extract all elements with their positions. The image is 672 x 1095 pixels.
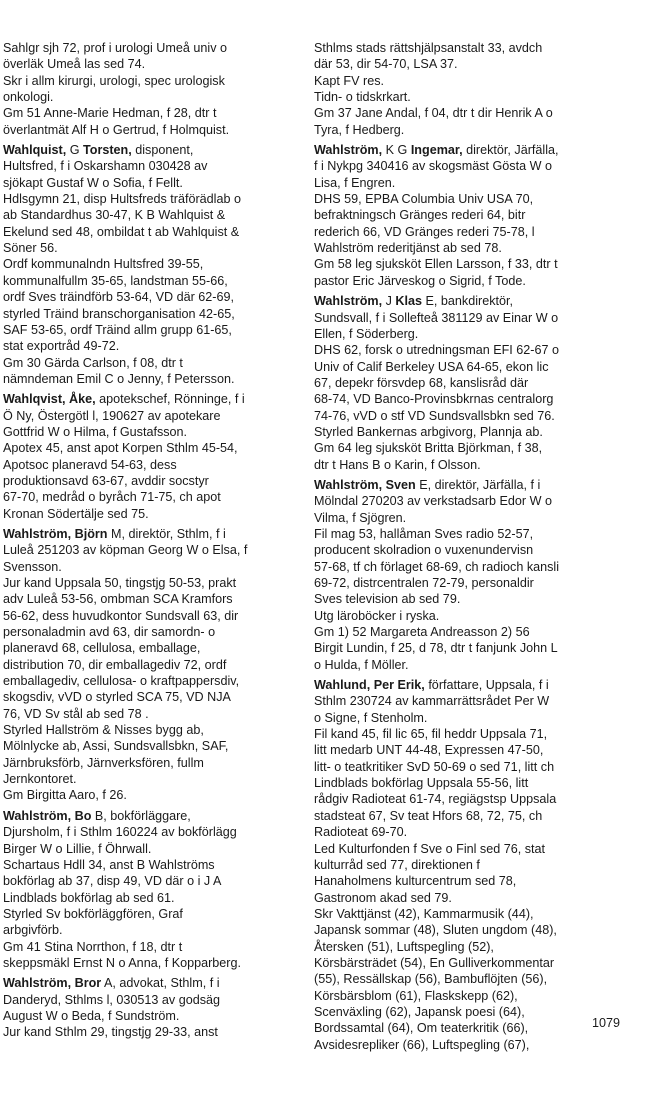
entry-line: befraktningsch Gränges rederi 64, bitr bbox=[314, 208, 526, 223]
entry-line: onkologi. bbox=[3, 90, 54, 105]
entry-line: rådgiv Radioteat 61-74, regiägstsp Uppsala bbox=[314, 792, 557, 807]
entry-line: Ö Ny, Östergötl l, 190627 av apotekare bbox=[3, 408, 221, 423]
entry-line: Lindblads bokförlag Uppsala 55-56, litt bbox=[314, 776, 529, 791]
entry-line: Avsidesrepliker (66), Luftspegling (67), bbox=[314, 1037, 530, 1052]
entry-line: Sthlm 230724 av kammarrättsrådet Per W bbox=[314, 694, 550, 709]
entry-name: Wahlström, bbox=[314, 143, 383, 158]
entry-line: DHS 62, forsk o utredningsman EFI 62-67 o bbox=[314, 343, 560, 358]
entry-given-names: J bbox=[385, 294, 392, 309]
entry-line: bokförlag ab 37, disp 49, VD där o i J A bbox=[3, 874, 222, 889]
entry-line: Sahlgr sjh 72, prof i urologi Umeå univ o bbox=[3, 41, 228, 55]
entry-line: skeppsmäkl Ernst N o Anna, f Kopparberg. bbox=[3, 955, 242, 970]
entry-line: Kapt FV res. bbox=[314, 73, 384, 88]
entry-line bbox=[314, 142, 632, 158]
entry-name: Wahlström, Björn bbox=[3, 526, 108, 541]
entry-called-name: Torsten, bbox=[83, 143, 132, 158]
entry-line: Jur kand Uppsala 50, tingstjg 50-53, prakt bbox=[3, 576, 237, 590]
entry-line: Gm Birgitta Aaro, f 26. bbox=[3, 788, 127, 803]
entry-line: o Hulda, f Möller. bbox=[314, 657, 409, 672]
entry-line: Gm 51 Anne-Marie Hedman, f 28, dtr t bbox=[3, 106, 217, 121]
entry-line: Svensson. bbox=[3, 559, 62, 574]
entry-line: skogsdiv, vVD o styrled SCA 75, VD NJA bbox=[3, 690, 231, 705]
entry-line: Luleå 251203 av köpman Georg W o Elsa, f bbox=[3, 543, 248, 558]
entry-line: Tyra, f Hedberg. bbox=[314, 122, 405, 137]
entry-line-text: E, bankdirektör, bbox=[425, 294, 514, 309]
entry-line-text: apotekschef, Rönninge, f i bbox=[99, 392, 245, 407]
entry-line: Lindblads bokförlag ab sed 61. bbox=[3, 890, 175, 905]
entry-line: Körsbärsblom (61), Flaskskepp (62), bbox=[314, 988, 518, 1003]
entry bbox=[3, 142, 308, 387]
entry-line: Gm 58 leg sjuksköt Ellen Larsson, f 33, dtr t bbox=[314, 257, 558, 272]
entry-line: Söner 56. bbox=[3, 241, 58, 256]
entry-line: producent skolradion o vuxenundervisn bbox=[314, 543, 534, 558]
entry-line bbox=[3, 808, 308, 824]
entry-line: 56-62, dess huvudkontor Sundsvall 63, dir bbox=[3, 608, 239, 623]
entry-line: Gottfrid W o Hilma, f Gustafsson. bbox=[3, 424, 188, 439]
entry-line: Styrled Hallström & Nisses bygg ab, bbox=[3, 723, 204, 738]
entry-line: 57-68, tf ch förlaget 68-69, ch radioch kansli bbox=[314, 559, 560, 574]
entry bbox=[314, 40, 632, 138]
entry bbox=[314, 142, 632, 289]
entry-line: Birgit Lundin, f 25, d 78, dtr t fanjunk John L bbox=[314, 641, 558, 656]
entry-line-text: A, advokat, Sthlm, f i bbox=[104, 976, 220, 991]
entry-line: f i Nykpg 340416 av skogsmäst Gösta W o bbox=[314, 159, 552, 174]
entry-line: Lisa, f Engren. bbox=[314, 175, 396, 190]
entry-line: Skr Vakttjänst (42), Kammarmusik (44), bbox=[314, 906, 534, 921]
entry-line: Sthlms stads rättshjälpsanstalt 33, avdch bbox=[314, 41, 543, 55]
entry-line: Univ of Calif Berkeley USA 64-65, ekon lic bbox=[314, 359, 549, 374]
entry-line: överläk Umeå las sed 74. bbox=[3, 57, 146, 72]
entry-line bbox=[314, 477, 632, 493]
entry-line: Schartaus Hdll 34, anst B Wahlströms bbox=[3, 857, 215, 872]
entry-line: överlantmät Alf H o Gertrud, f Holmquist. bbox=[3, 122, 230, 137]
entry-line: arbgivförb. bbox=[3, 923, 63, 938]
entry-line: ab Standardhus 30-47, K B Wahlquist & bbox=[3, 208, 226, 223]
entry-line: Gm 30 Gärda Carlson, f 08, dtr t bbox=[3, 355, 183, 370]
entry-line: Utg läroböcker i ryska. bbox=[314, 608, 440, 623]
entry-line: 69-72, distrcentralen 72-79, personaldir bbox=[314, 576, 534, 590]
entry-line: Gm 64 leg sjuksköt Britta Björkman, f 38, bbox=[314, 441, 543, 456]
right-column bbox=[314, 40, 632, 1053]
entry-called-name: Ingemar, bbox=[410, 143, 463, 158]
entry-line: Fil kand 45, fil lic 65, fil heddr Uppsala 71, bbox=[314, 727, 548, 742]
entry-line: Scenväxling (62), Japansk poesi (64), bbox=[314, 1004, 525, 1019]
entry-line: Gm 1) 52 Margareta Andreasson 2) 56 bbox=[314, 625, 530, 640]
entry bbox=[3, 975, 308, 1040]
page-number: 1079 bbox=[592, 1016, 621, 1030]
entry bbox=[3, 391, 308, 522]
entry-line: dtr t Hans B o Karin, f Olsson. bbox=[314, 457, 481, 472]
entry-line: Gm 41 Stina Norrthon, f 18, dtr t bbox=[3, 939, 183, 954]
entry-line: SAF 53-65, ordf Träind allm grupp 61-65, bbox=[3, 322, 232, 337]
entry-name: Wahlström, bbox=[314, 294, 383, 309]
entry-line bbox=[314, 677, 632, 693]
entry-line bbox=[3, 526, 308, 542]
entry-name: Wahlström, Bo bbox=[3, 808, 92, 823]
entry-line: stadsteat 67, Sv teat Hfors 68, 72, 75, ch bbox=[314, 808, 543, 823]
entry-line: Sves television ab sed 79. bbox=[314, 592, 461, 607]
entry bbox=[314, 477, 632, 673]
entry bbox=[3, 808, 308, 971]
entry-line: stat exportråd 49-72. bbox=[3, 339, 120, 354]
entry-line: Gastronom akad sed 79. bbox=[314, 890, 452, 905]
entry-line: pastor Eric Järveskog o Sigrid, f Tode. bbox=[314, 273, 526, 288]
entry-line: Hdlsgymn 21, disp Hultsfreds träförädlab o bbox=[3, 192, 241, 207]
entry-line: 74-76, vVD o stf VD Sundsvallsbkn sed 76. bbox=[314, 408, 555, 423]
entry-line: Mölnlycke ab, Assi, Sundsvallsbkn, SAF, bbox=[3, 739, 229, 754]
entry-line: Wahlström rederitjänst ab sed 78. bbox=[314, 241, 502, 256]
entry-line: nämndeman Emil C o Jenny, f Petersson. bbox=[3, 371, 235, 386]
entry-line: Hanaholmens kulturcentrum sed 78, bbox=[314, 874, 517, 889]
entry-line: Apotex 45, anst apot Korpen Sthlm 45-54, bbox=[3, 441, 238, 456]
entry-name: Wahlquist, bbox=[3, 143, 67, 158]
entry-line: Körsbärsträdet (54), En Gulliverkommentar bbox=[314, 955, 555, 970]
entry-line: sjökapt Gustaf W o Sofia, f Fellt. bbox=[3, 175, 183, 190]
entry bbox=[314, 293, 632, 473]
entry-line bbox=[3, 142, 308, 158]
entry-name: Wahlström, Sven bbox=[314, 477, 416, 492]
entry-called-name: Klas bbox=[395, 294, 423, 309]
entry-line: Japansk sommar (48), Sluten ungdom (48), bbox=[314, 923, 557, 938]
entry-line: kommunalfullm 35-65, landstman 55-66, bbox=[3, 273, 228, 288]
entry-line: August W o Beda, f Sundström. bbox=[3, 1008, 180, 1023]
entry-line: Apotsoc planeravd 54-63, dess bbox=[3, 457, 177, 472]
entry-line: Återsken (51), Luftspegling (52), bbox=[314, 939, 494, 954]
entry-given-names: G bbox=[69, 143, 80, 158]
entry-line-text: direktör, Järfälla, bbox=[466, 143, 559, 158]
entry bbox=[3, 526, 308, 804]
entry-line: 67-70, medråd o byråch 71-75, ch apot bbox=[3, 490, 221, 505]
entry-line: Gm 37 Jane Andal, f 04, dtr t dir Henrik A o bbox=[314, 106, 553, 121]
entry-line: litt medarb UNT 44-48, Expressen 47-50, bbox=[314, 743, 544, 758]
entry-line: Tidn- o tidskrkart. bbox=[314, 90, 411, 105]
entry-given-names: K G bbox=[385, 143, 408, 158]
entry-line: Järnbruksförb, Järnverksfören, fullm bbox=[3, 755, 204, 770]
entry-line: Jernkontoret. bbox=[3, 772, 77, 787]
entry-line: 76, VD Sv stål ab sed 78 . bbox=[3, 706, 149, 721]
entry-line: planeravd 68, cellulosa, emballage, bbox=[3, 641, 201, 656]
entry bbox=[314, 677, 632, 1053]
entry-line bbox=[3, 975, 308, 991]
entry-line bbox=[314, 293, 632, 309]
entry-line: där 53, dir 54-70, LSA 37. bbox=[314, 57, 458, 72]
entry-line: kulturråd sed 77, direktionen f bbox=[314, 857, 480, 872]
entry-line: litt- o teatkritiker SvD 50-69 o sed 71, litt ch bbox=[314, 759, 555, 774]
entry-line: Djursholm, f i Sthlm 160224 av bokförlägg bbox=[3, 825, 237, 840]
entry-line: styrled Träind branschorganisation 42-65, bbox=[3, 306, 235, 321]
entry-line: Birger W o Lillie, f Öhrwall. bbox=[3, 841, 152, 856]
entry-line-text: B, bokförläggare, bbox=[94, 808, 191, 823]
entry-line: Skr i allm kirurgi, urologi, spec urologisk bbox=[3, 73, 225, 88]
entry-line bbox=[3, 391, 308, 407]
entry-line-text: E, direktör, Järfälla, f i bbox=[419, 477, 541, 492]
entry-line: Styrled Bankernas arbgivorg, Plannja ab. bbox=[314, 424, 543, 439]
entry-line: personaladmin avd 63, dir samordn- o bbox=[3, 625, 216, 640]
entry-line: Ordf kommunalndn Hultsfred 39-55, bbox=[3, 257, 204, 272]
entry-line: 68-74, VD Banco-Provinsbkrnas centralorg bbox=[314, 392, 554, 407]
entry bbox=[3, 40, 308, 138]
entry-line: adv Luleå 53-56, ombman SCA Kramfors bbox=[3, 592, 233, 607]
entry-line: Led Kulturfonden f Sve o Finl sed 76, stat bbox=[314, 841, 546, 856]
entry-line: 67, depekr försvdep 68, kanslisråd där bbox=[314, 375, 529, 390]
left-column bbox=[3, 40, 308, 1041]
entry-line: Fil mag 53, hallåman Sves radio 52-57, bbox=[314, 526, 534, 541]
entry-line: (55), Ressällskap (56), Bambuflöjten (56), bbox=[314, 972, 548, 987]
entry-line-text: författare, Uppsala, f i bbox=[428, 678, 549, 693]
entry-line: Danderyd, Sthlms l, 030513 av godsäg bbox=[3, 992, 221, 1007]
entry-line: Ekelund sed 48, ombildat t ab Wahlquist & bbox=[3, 224, 240, 239]
entry-line: o Signe, f Stenholm. bbox=[314, 710, 428, 725]
entry-line: ordf Sves träindförb 53-64, VD där 62-69, bbox=[3, 290, 235, 305]
entry-line: Hultsfred, f i Oskarshamn 030428 av bbox=[3, 159, 208, 174]
entry-line: Radioteat 69-70. bbox=[314, 825, 408, 840]
entry-name: Wahlström, Bror bbox=[3, 976, 102, 991]
entry-line: Bordssamtal (64), Om teaterkritik (66), bbox=[314, 1021, 529, 1036]
entry-line: emballagediv, cellulosa- o kraftpappersdiv, bbox=[3, 674, 240, 689]
entry-line: Mölndal 270203 av verkstadsarb Edor W o bbox=[314, 494, 553, 509]
entry-line: distribution 70, dir emballagediv 72, ordf bbox=[3, 657, 227, 672]
entry-line: rederich 66, VD Gränges rederi 75-78, l bbox=[314, 224, 535, 239]
entry-line: produktionsavd 63-67, avddir socstyr bbox=[3, 473, 209, 488]
entry-line: DHS 59, EPBA Columbia Univ USA 70, bbox=[314, 192, 534, 207]
entry-line-text: M, direktör, Sthlm, f i bbox=[110, 526, 226, 541]
entry-line: Kronan Södertälje sed 75. bbox=[3, 506, 149, 521]
entry-line: Ellen, f Söderberg. bbox=[314, 326, 419, 341]
entry-line: Sundsvall, f i Sollefteå 381129 av Einar W o bbox=[314, 310, 559, 325]
entry-line: Vilma, f Sjögren. bbox=[314, 510, 407, 525]
entry-line: Styrled Sv bokförläggfören, Graf bbox=[3, 906, 183, 921]
entry-line-text: disponent, bbox=[135, 143, 194, 158]
entry-name: Wahlund, Per Erik, bbox=[314, 678, 425, 693]
entry-name: Wahlqvist, Åke, bbox=[3, 392, 96, 407]
entry-line: Jur kand Sthlm 29, tingstjg 29-33, anst bbox=[3, 1025, 218, 1040]
